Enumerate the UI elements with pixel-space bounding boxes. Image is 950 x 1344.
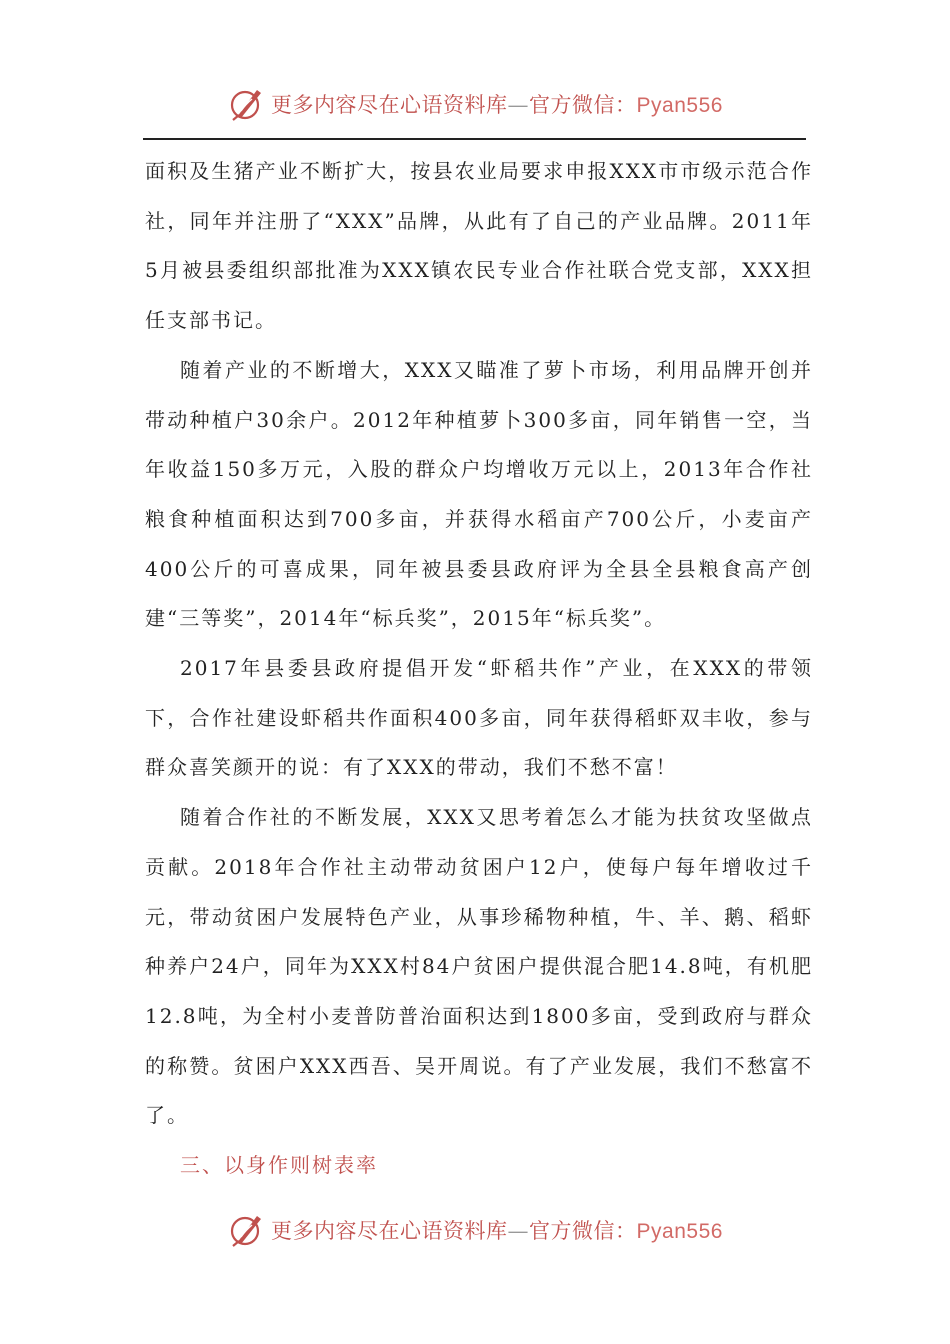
document-body	[145, 147, 813, 1191]
paragraph: 随着合作社的不断发展，XXX又思考着怎么才能为扶贫攻坚做点贡献。2018年合作社主动带动贫困户12户，使每户每年增收过千元，带动贫困户发展特色产业，从事珍稀物种植，牛、羊、鹅、稻虾种养户24户，同年为XXX村84户贫困户提供混合肥14.8吨，有机肥12.8吨，为全村小麦普防普治面积达到1800多亩，受到政府与群众的称赞。贫困户XXX西吾、吴开周说。有了产业发展，我们不愁富不了。	[145, 805, 813, 1128]
header-banner	[0, 82, 950, 126]
paragraph: 2017年县委县政府提倡开发“虾稻共作”产业，在XXX的带领下，合作社建设虾稻共作面积400多亩，同年获得稻虾双丰收，参与群众喜笑颜开的说：有了XXX的带动，我们不愁不富！	[145, 656, 813, 780]
quill-logo-icon	[227, 84, 267, 124]
section-heading: 三、以身作则树表率	[180, 1153, 378, 1178]
footer-banner-text: 更多内容尽在心语资料库—官方微信：Pyan556	[271, 1219, 723, 1243]
paragraph: 面积及生猪产业不断扩大，按县农业局要求申报XXX市市级示范合作社，同年并注册了“XXX”品牌，从此有了自己的产业品牌。2011年5月被县委组织部批准为XXX镇农民专业合作社联合党支部，XXX担任支部书记。	[145, 159, 813, 333]
header-banner-text: 更多内容尽在心语资料库—官方微信：Pyan556	[271, 93, 723, 117]
footer-banner	[0, 1208, 950, 1252]
header-divider	[143, 138, 806, 140]
paragraph: 随着产业的不断增大，XXX又瞄准了萝卜市场，利用品牌开创并带动种植户30余户。2012年种植萝卜300多亩，同年销售一空，当年收益150多万元，入股的群众户均增收万元以上，2013年合作社粮食种植面积达到700多亩，并获得水稻亩产700公斤，小麦亩产400公斤的可喜成果，同年被县委县政府评为全县全县粮食高产创建“三等奖”，2014年“标兵奖”，2015年“标兵奖”。	[145, 357, 813, 631]
quill-logo-icon	[227, 1210, 267, 1250]
